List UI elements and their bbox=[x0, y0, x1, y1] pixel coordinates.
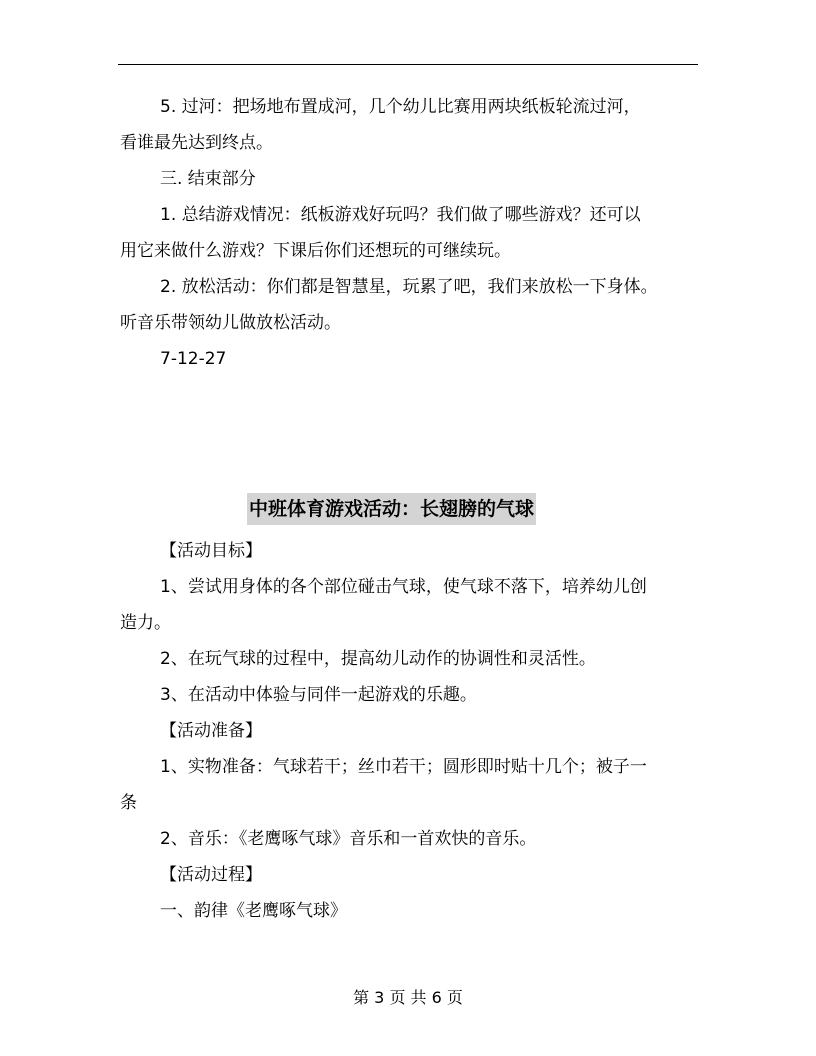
paragraph-line: 条 bbox=[120, 793, 137, 813]
section-heading: 【活动目标】 bbox=[160, 541, 262, 561]
paragraph-line: 一、韵律《老鹰啄气球》 bbox=[160, 901, 347, 921]
section-heading: 【活动准备】 bbox=[160, 721, 262, 741]
paragraph-line: 用它来做什么游戏？下课后你们还想玩的可继续玩。 bbox=[120, 241, 511, 261]
paragraph-line: 5. 过河：把场地布置成河，几个幼儿比赛用两块纸板轮流过河， bbox=[160, 97, 641, 117]
paragraph-line: 1. 总结游戏情况：纸板游戏好玩吗？我们做了哪些游戏？还可以 bbox=[160, 205, 641, 225]
paragraph-line: 1、尝试用身体的各个部位碰击气球，使气球不落下，培养幼儿创 bbox=[160, 577, 647, 597]
section-heading: 三. 结束部分 bbox=[160, 169, 256, 189]
paragraph-line: 2、在玩气球的过程中，提高幼儿动作的协调性和灵活性。 bbox=[160, 649, 596, 669]
paragraph-line: 2. 放松活动：你们都是智慧星，玩累了吧，我们来放松一下身体。 bbox=[160, 277, 658, 297]
page-footer: 第 3 页 共 6 页 bbox=[353, 988, 463, 1007]
paragraph-line: 2、音乐：《老鹰啄气球》音乐和一首欢快的音乐。 bbox=[160, 829, 537, 849]
paragraph-line: 听音乐带领幼儿做放松活动。 bbox=[120, 313, 341, 333]
date-line: 7-12-27 bbox=[160, 349, 227, 369]
paragraph-line: 1、实物准备：气球若干；丝巾若干；圆形即时贴十几个；被子一 bbox=[160, 757, 647, 777]
paragraph-line: 3、在活动中体验与同伴一起游戏的乐趣。 bbox=[160, 685, 477, 705]
paragraph-line: 造力。 bbox=[120, 613, 171, 633]
document-title: 中班体育游戏活动：长翅膀的气球 bbox=[247, 493, 536, 525]
paragraph-line: 看谁最先达到终点。 bbox=[120, 133, 273, 153]
header-rule bbox=[118, 64, 698, 65]
section-heading: 【活动过程】 bbox=[160, 865, 262, 885]
